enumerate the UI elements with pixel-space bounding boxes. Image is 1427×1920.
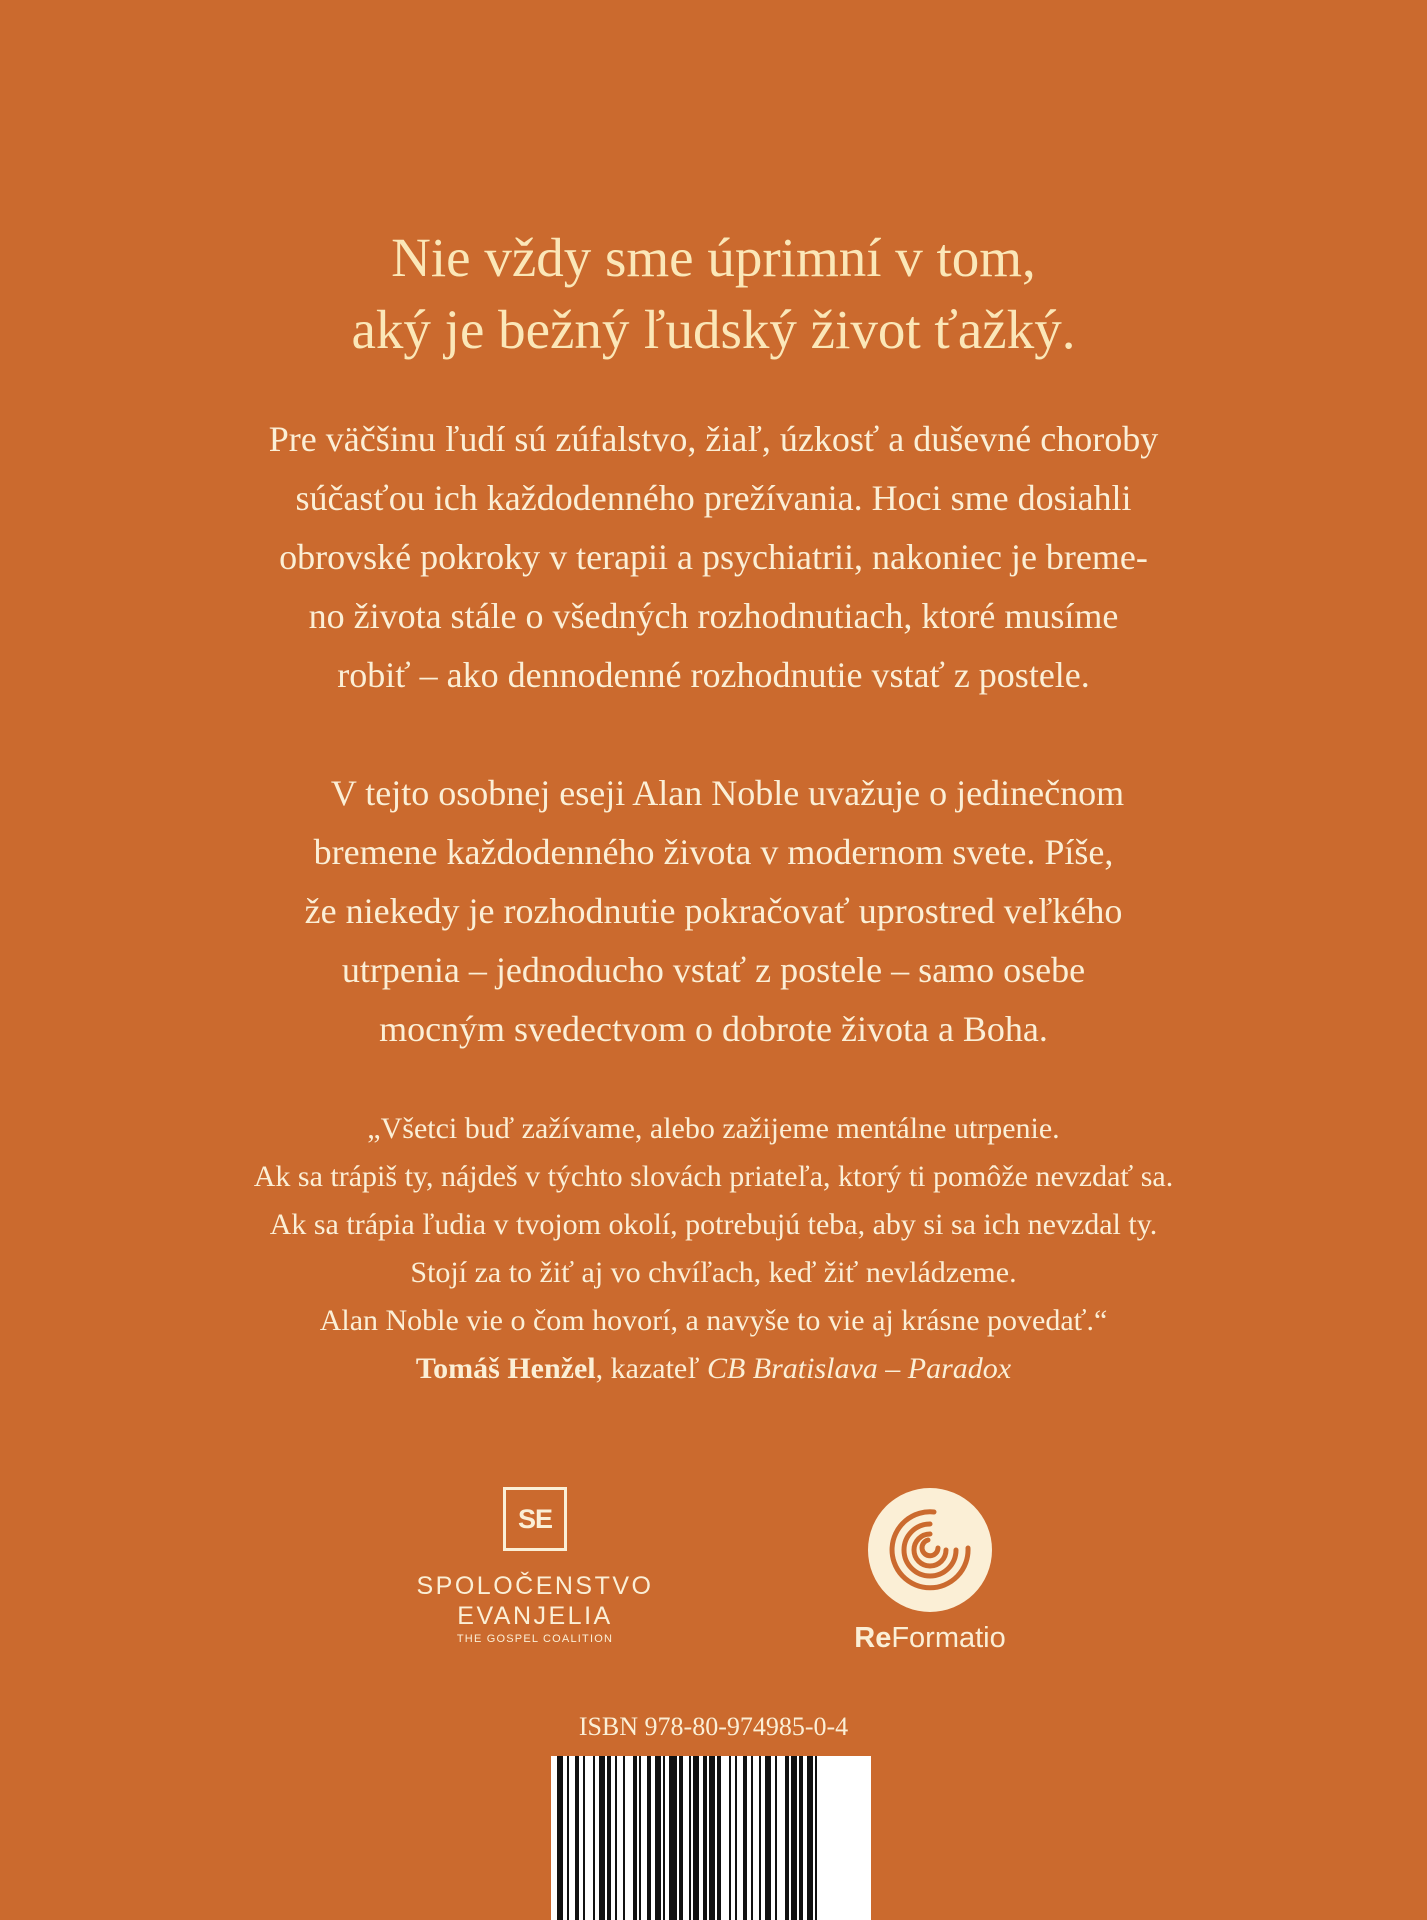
barcode-bar: [599, 1756, 605, 1920]
barcode-bar: [743, 1756, 747, 1920]
quote-line: Ak sa trápia ľudia v tvojom okolí, potrebujú teba, aby si sa ich nevzdal ty.: [269, 1208, 1158, 1241]
paragraph-1-line: robiť – ako dennodenné rozhodnutie vstať z postele.: [337, 655, 1090, 695]
paragraph-1-line: obrovské pokroky v terapii a psychiatrii, nakoniec je breme-: [279, 537, 1148, 577]
quote-line: Ak sa trápiš ty, nájdeš v týchto slovách priateľa, ktorý ti pomôže nevzdať sa.: [253, 1160, 1174, 1193]
barcode-bar: [717, 1756, 721, 1920]
paragraph-2-line: že niekedy je rozhodnutie pokračovať uprostred veľkého: [304, 891, 1123, 931]
reformatio-wordmark-bold: Re: [854, 1622, 892, 1654]
barcode-bar: [633, 1756, 637, 1920]
barcode-bar: [623, 1756, 625, 1920]
barcode-bar: [693, 1756, 699, 1920]
headline-line-1: Nie vždy sme úprimní v tom,: [391, 227, 1036, 288]
paragraph-2-line: mocným svedectvom o dobrote života a Boha.: [379, 1009, 1048, 1049]
barcode-bar: [729, 1756, 731, 1920]
barcode-bar: [583, 1756, 585, 1920]
paragraph-1: [0, 410, 1427, 705]
barcode-bar: [815, 1756, 817, 1920]
barcode-bar: [669, 1756, 677, 1920]
barcode-bar: [807, 1756, 813, 1920]
barcode-bar: [759, 1756, 761, 1920]
barcode-bars: [551, 1756, 871, 1920]
attribution-name: Tomáš Henžel: [415, 1352, 596, 1385]
barcode-bar: [689, 1756, 691, 1920]
paragraph-1-line: Pre väčšinu ľudí sú zúfalstvo, žiaľ, úzkosť a duševné choroby: [268, 419, 1159, 459]
barcode-bar: [593, 1756, 595, 1920]
barcode-bar: [615, 1756, 617, 1920]
paragraph-1-line: no života stále o všedných rozhodnutiach, ktoré musíme: [308, 596, 1119, 636]
isbn-text: ISBN 978-80-974985-0-4: [578, 1712, 849, 1741]
barcode-bar: [647, 1756, 651, 1920]
paragraph-2-line: utrpenia – jednoducho vstať z postele – samo osebe: [341, 950, 1086, 990]
barcode-bar: [679, 1756, 683, 1920]
paragraph-2-line: bremene každodenného života v modernom svete. Píše,: [313, 832, 1114, 872]
paragraph-1-line: súčasťou ich každodenného prežívania. Hoci sme dosiahli: [295, 478, 1132, 518]
reformatio-logo: [835, 1488, 1025, 1654]
se-logo-line-3: THE GOSPEL COALITION: [456, 1633, 614, 1645]
barcode-bar: [799, 1756, 803, 1920]
barcode-bar: [575, 1756, 579, 1920]
se-logo-line-1: SPOLOČENSTVO: [416, 1572, 654, 1600]
quote-line: Alan Noble vie o čom hovorí, a navyše to vie aj krásne povedať.“: [319, 1304, 1108, 1337]
paragraph-2-line: V tejto osobnej eseji Alan Noble uvažuje o jedinečnom: [330, 773, 1125, 813]
barcode-bar: [709, 1756, 715, 1920]
se-logo-line-2: EVANJELIA: [457, 1602, 613, 1630]
reformatio-wordmark: [835, 1622, 1025, 1655]
headline: [0, 222, 1427, 366]
barcode-bar: [791, 1756, 797, 1920]
headline-line-2: aký je bežný ľudský život ťažký.: [351, 299, 1076, 360]
barcode-bar: [703, 1756, 707, 1920]
reformatio-spiral-icon: [868, 1488, 992, 1612]
barcode-bar: [557, 1756, 563, 1920]
paragraph-2: [0, 764, 1427, 1059]
barcode-bar: [567, 1756, 569, 1920]
attribution-role: , kazateľ: [595, 1352, 707, 1385]
barcode-bar: [775, 1756, 777, 1920]
barcode-bar: [751, 1756, 753, 1920]
reformatio-wordmark-rest: Formatio: [891, 1622, 1006, 1654]
barcode-bar: [655, 1756, 661, 1920]
barcode-icon: [551, 1756, 871, 1920]
barcode-bar: [735, 1756, 737, 1920]
se-mark-icon: SE: [503, 1487, 567, 1551]
barcode-bar: [607, 1756, 611, 1920]
quote-line: Stojí za to žiť aj vo chvíľach, keď žiť nevládzeme.: [410, 1256, 1017, 1289]
barcode-bar: [663, 1756, 665, 1920]
endorsement-quote: [0, 1105, 1427, 1393]
attribution-org: CB Bratislava – Paradox: [706, 1352, 1012, 1385]
spolocenstvo-evanjelia-logo: [400, 1487, 670, 1647]
barcode-bar: [785, 1756, 789, 1920]
quote-attribution: [0, 1345, 1427, 1393]
barcode-bar: [639, 1756, 641, 1920]
quote-line: „Všetci buď zažívame, alebo zažijeme mentálne utrpenie.: [367, 1112, 1060, 1145]
barcode-bar: [765, 1756, 771, 1920]
